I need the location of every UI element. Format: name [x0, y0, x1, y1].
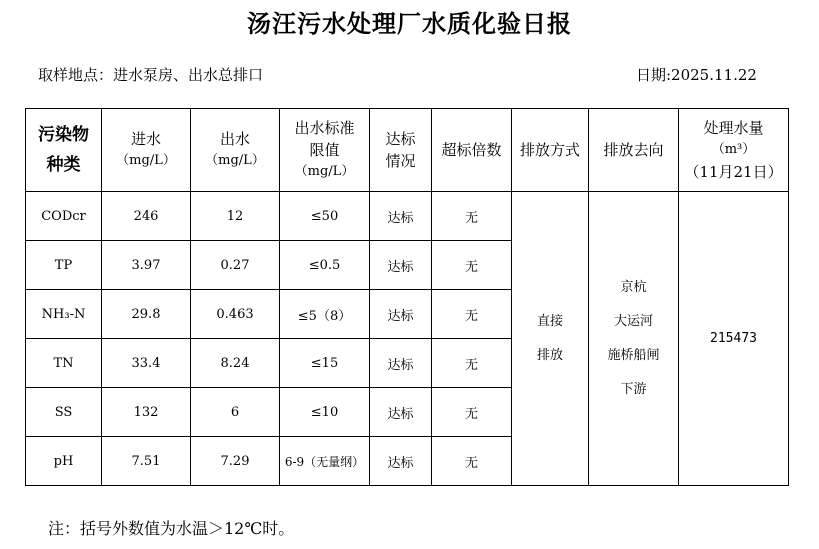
header-volume-date: （11月21日） [684, 163, 783, 181]
pollutant-name: pH [26, 437, 102, 486]
pollutant-name: TP [26, 241, 102, 290]
inflow-value: 33.4 [102, 339, 191, 388]
table-row [26, 192, 789, 241]
sampling-location: 取样地点：进水泵房、出水总排口 [38, 66, 264, 84]
limit-value: ≤5（8） [280, 290, 370, 339]
discharge-dest-line4: 下游 [620, 381, 647, 397]
header-volume [679, 109, 789, 192]
header-discharge-dest: 排放去向 [589, 109, 679, 192]
header-compliance-line1: 达标 [385, 130, 416, 148]
header-inflow-label: 进水 [130, 130, 161, 148]
exceed-value: 无 [432, 241, 512, 290]
header-exceed: 超标倍数 [432, 109, 512, 192]
compliance-status: 达标 [370, 241, 432, 290]
exceed-value: 无 [432, 437, 512, 486]
limit-value: 6-9（无量纲） [280, 437, 370, 486]
header-volume-unit: （m³） [711, 142, 756, 157]
exceed-value: 无 [432, 339, 512, 388]
header-outflow-label: 出水 [219, 130, 250, 148]
header-discharge-method: 排放方式 [512, 109, 589, 192]
compliance-status: 达标 [370, 339, 432, 388]
header-inflow [102, 109, 191, 192]
treated-volume: 215473 [679, 192, 789, 486]
inflow-value: 132 [102, 388, 191, 437]
header-limit-line1: 出水标准 [294, 119, 355, 137]
discharge-method-cell [512, 192, 589, 486]
discharge-dest-line2: 大运河 [613, 313, 653, 329]
header-compliance-line2: 情况 [385, 152, 416, 170]
report-title: 汤汪污水处理厂水质化验日报 [247, 9, 572, 38]
header-compliance [370, 109, 432, 192]
compliance-status: 达标 [370, 192, 432, 241]
compliance-status: 达标 [370, 437, 432, 486]
header-outflow-unit: （mg/L） [205, 153, 265, 168]
header-volume-label: 处理水量 [703, 119, 764, 137]
outflow-value: 0.27 [191, 241, 280, 290]
outflow-value: 6 [191, 388, 280, 437]
limit-value: ≤10 [280, 388, 370, 437]
pollutant-name: NH₃-N [26, 290, 102, 339]
water-quality-table [25, 108, 789, 486]
outflow-value: 8.24 [191, 339, 280, 388]
pollutant-name: SS [26, 388, 102, 437]
header-row [26, 109, 789, 192]
discharge-method-line2: 排放 [536, 347, 563, 363]
discharge-method-line1: 直接 [536, 313, 563, 329]
footnote: 注：括号外数值为水温＞12℃时。 [48, 519, 295, 538]
exceed-value: 无 [432, 290, 512, 339]
outflow-value: 12 [191, 192, 280, 241]
report-date: 日期:2025.11.22 [636, 66, 757, 84]
inflow-value: 7.51 [102, 437, 191, 486]
header-outflow [191, 109, 280, 192]
header-pollutant-line2: 种类 [46, 155, 81, 175]
compliance-status: 达标 [370, 388, 432, 437]
inflow-value: 3.97 [102, 241, 191, 290]
compliance-status: 达标 [370, 290, 432, 339]
header-limit-unit: （mg/L） [294, 164, 355, 179]
header-limit [280, 109, 370, 192]
header-inflow-unit: （mg/L） [116, 153, 176, 168]
header-limit-line2: 限值 [309, 141, 340, 159]
exceed-value: 无 [432, 388, 512, 437]
discharge-dest-line1: 京杭 [620, 279, 647, 295]
discharge-dest-line3: 施桥船闸 [607, 347, 660, 363]
outflow-value: 7.29 [191, 437, 280, 486]
outflow-value: 0.463 [191, 290, 280, 339]
pollutant-name: CODcr [26, 192, 102, 241]
limit-value: ≤0.5 [280, 241, 370, 290]
limit-value: ≤50 [280, 192, 370, 241]
header-pollutant-line1: 污染物 [38, 125, 89, 145]
pollutant-name: TN [26, 339, 102, 388]
exceed-value: 无 [432, 192, 512, 241]
discharge-dest-cell [589, 192, 679, 486]
inflow-value: 29.8 [102, 290, 191, 339]
header-pollutant [26, 109, 102, 192]
limit-value: ≤15 [280, 339, 370, 388]
inflow-value: 246 [102, 192, 191, 241]
